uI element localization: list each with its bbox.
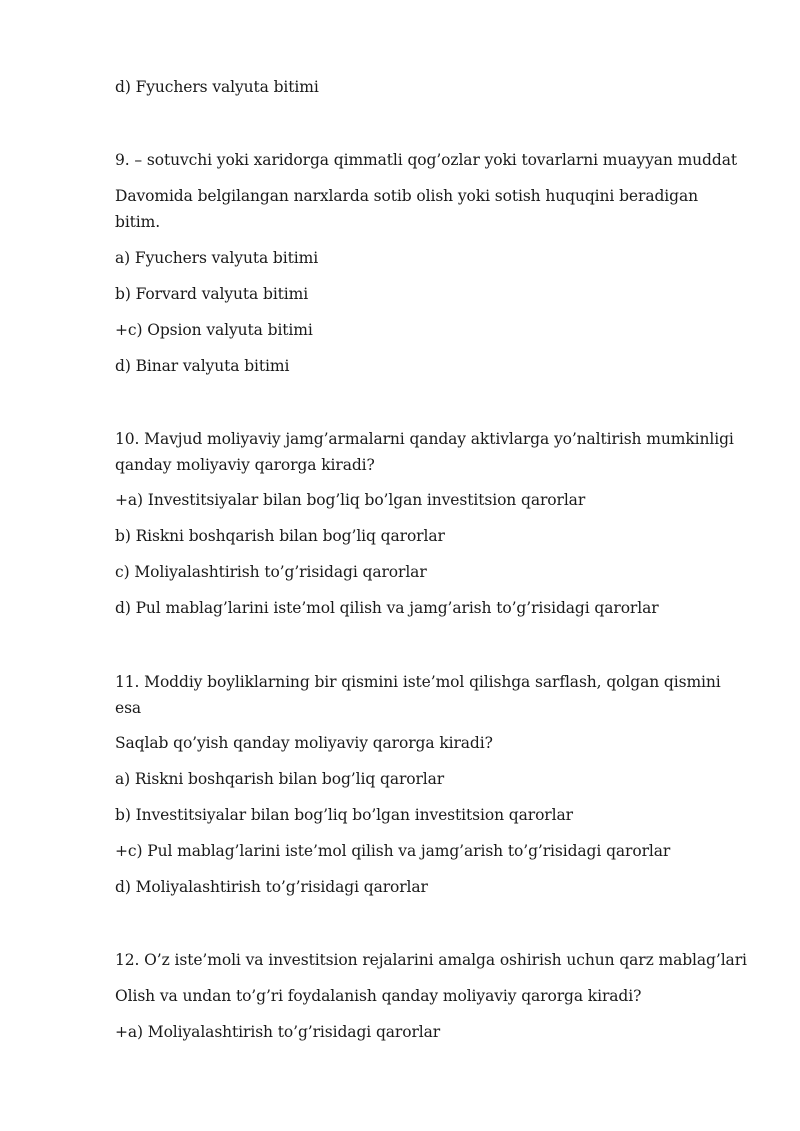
question-9-option-b: b) Forvard valyuta bitimi — [115, 285, 309, 303]
question-9-option-a: a) Fyuchers valyuta bitimi — [115, 249, 319, 267]
question-11-option-b: b) Investitsiyalar bilan bog’liq bo’lgan investitsion qarorlar — [115, 806, 573, 824]
question-12-text-continued: Olish va undan to’g’ri foydalanish qanday moliyaviy qarorga kiradi? — [115, 987, 642, 1005]
question-10-option-a: +a) Investitsiyalar bilan bog’liq bo’lgan investitsion qarorlar — [115, 491, 586, 509]
question-11-option-a: a) Riskni boshqarish bilan bog’liq qarorlar — [115, 770, 445, 788]
question-12-text: 12. O’z iste’moli va investitsion rejalarini amalga oshirish uchun qarz mablag’lari — [115, 951, 747, 969]
question-9-text-continued: Davomida belgilangan narxlarda sotib olish yoki sotish huquqini beradigan bitim. — [115, 187, 698, 231]
question-9-option-d: d) Binar valyuta bitimi — [115, 357, 290, 375]
question-11-option-d: d) Moliyalashtirish to’g’risidagi qarorlar — [115, 878, 428, 896]
answer-option: d) Fyuchers valyuta bitimi — [115, 78, 319, 96]
question-12-option-a: +a) Moliyalashtirish to’g’risidagi qarorlar — [115, 1023, 441, 1041]
question-9-text: 9. – sotuvchi yoki xaridorga qimmatli qog’ozlar yoki tovarlarni muayyan muddat — [115, 151, 737, 169]
question-10-text: 10. Mavjud moliyaviy jamg’armalarni qanday aktivlarga yo’naltirish mumkinligi qanday moliyaviy qarorga kiradi? — [115, 430, 734, 474]
question-10-option-c: c) Moliyalashtirish to’g’risidagi qarorlar — [115, 563, 427, 581]
question-11-text-continued: Saqlab qo’yish qanday moliyaviy qarorga kiradi? — [115, 734, 493, 752]
question-11-option-c: +c) Pul mablag’larini iste’mol qilish va jamg’arish to’g’risidagi qarorlar — [115, 842, 671, 860]
question-11-text: 11. Moddiy boyliklarning bir qismini iste’mol qilishga sarflash, qolgan qismini esa — [115, 673, 721, 717]
question-10-option-b: b) Riskni boshqarish bilan bog’liq qarorlar — [115, 527, 445, 545]
question-9-option-c: +c) Opsion valyuta bitimi — [115, 321, 313, 339]
question-10-option-d: d) Pul mablag’larini iste’mol qilish va jamg’arish to’g’risidagi qarorlar — [115, 599, 659, 617]
